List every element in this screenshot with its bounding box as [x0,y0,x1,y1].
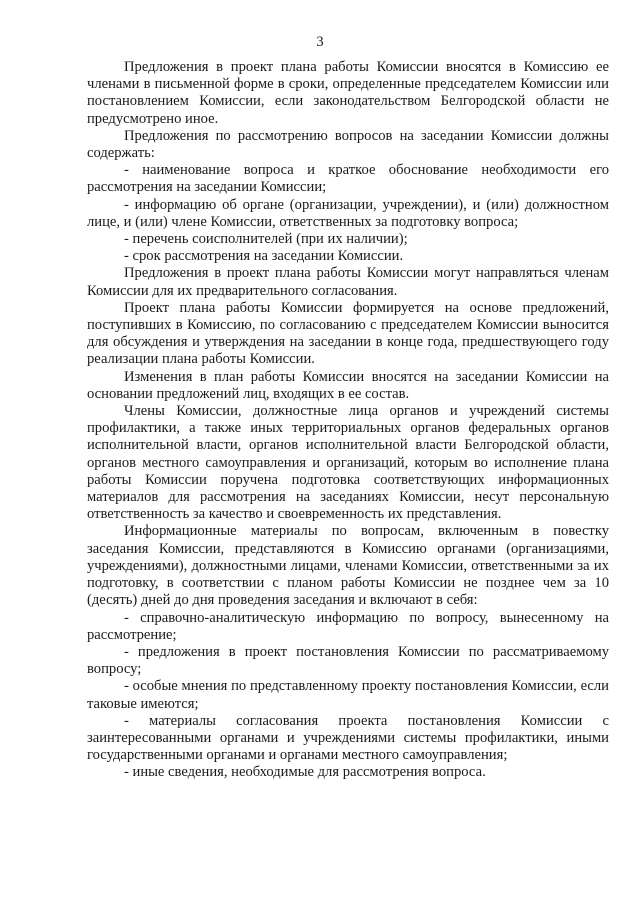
list-item: - перечень соисполнителей (при их наличии); [124,231,408,248]
paragraph: Предложения в проект плана работы Комиссии вносятся в Комиссию ее членами в письменной форме в сроки, определенные председателем Комиссии или постановлением Комиссии, если законодательством Белгородской области не предусмотрено иное. [87,59,609,127]
paragraph: Проект плана работы Комиссии формируется на основе предложений, поступивших в Комиссию, по согласованию с председателем Комиссии выносится для обсуждения и утверждения на заседании в конце года, предшествующего году реализации плана работы Комиссии. [87,299,609,368]
list-item: - материалы согласования проекта постановления Комиссии с заинтересованными органами и учреждениями системы профилактики, иными государственными органами и органами местного самоуправления; [87,712,609,764]
paragraph: Информационные материалы по вопросам, включенным в повестку заседания Комиссии, представляются в Комиссию органами (организациями, учреждениями), должностными лицами, членами Комиссии, ответственными за их подготовку, в соответствии с планом работы Комиссии не позднее чем за 10 (десять) дней до дня проведения заседания и включают в себя: [87,523,609,609]
list-item: - справочно-аналитическую информацию по вопросу, вынесенному на рассмотрение; [87,609,609,643]
list-item: - предложения в проект постановления Комиссии по рассматриваемому вопросу; [87,643,609,678]
paragraph: Изменения в план работы Комиссии вносятся на заседании Комиссии на основании предложений лиц, входящих в ее состав. [87,368,609,402]
paragraph: Предложения по рассмотрению вопросов на заседании Комиссии должны содержать: [87,127,609,162]
page-number: 3 [316,34,324,50]
list-item: - информацию об органе (организации, учреждении), и (или) должностном лице, и (или) члене Комиссии, ответственных за подготовку вопроса; [87,196,609,230]
list-item: - иные сведения, необходимые для рассмотрения вопроса. [124,764,486,781]
paragraph: Члены Комиссии, должностные лица органов и учреждений системы профилактики, а также иных территориальных органов федеральных органов исполнительной власти, органов исполнительной власти Белгородской области, органов местного самоуправления и организаций, которым во исполнение плана работы Комиссии поручена подготовка соответствующих информационных материалов для рассмотрения на заседаниях Комиссии, несут персональную ответственность за качество и своевременность их представления. [87,403,609,523]
document-body [87,59,609,782]
list-item: - особые мнения по представленному проекту постановления Комиссии, если таковые имеются; [87,678,609,712]
paragraph: Предложения в проект плана работы Комиссии могут направляться членам Комиссии для их предварительного согласования. [87,265,609,299]
list-item: - срок рассмотрения на заседании Комиссии. [124,248,404,265]
list-item: - наименование вопроса и краткое обоснование необходимости его рассмотрения на заседании Комиссии; [87,162,609,196]
